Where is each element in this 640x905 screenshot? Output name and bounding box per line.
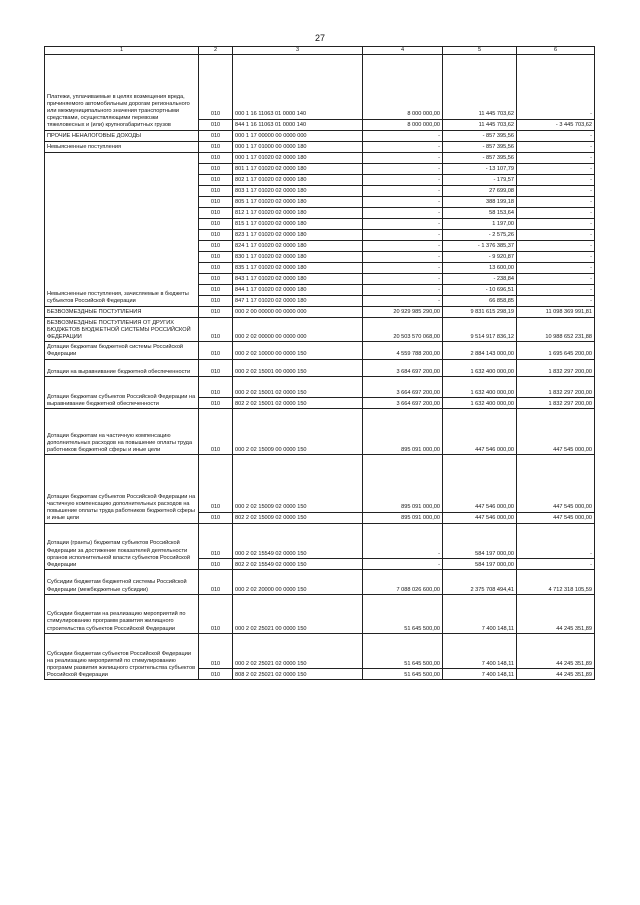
executed-amount: 9 514 917 836,12	[443, 317, 517, 342]
row-name: Платежи, уплачиваемые в целях возмещения вреда, причиняемого автомобильным дорогам регионального или межмуниципального значения транспортными средствами, осуществляющими перевозки тяжеловесных и (или) крупногабаритных грузов	[45, 55, 199, 130]
budget-class-code: 824 1 17 01020 02 0000 180	[233, 240, 363, 251]
approved-amount: -	[363, 273, 443, 284]
line-code: 010	[199, 55, 233, 119]
budget-class-code: 844 1 17 01020 02 0000 180	[233, 284, 363, 295]
budget-class-code: 823 1 17 01020 02 0000 180	[233, 229, 363, 240]
table-row	[45, 570, 595, 595]
budget-class-code: 847 1 17 01020 02 0000 180	[233, 295, 363, 306]
remaining-amount: -	[517, 196, 595, 207]
remaining-amount: -	[517, 523, 595, 559]
approved-amount: -	[363, 523, 443, 559]
remaining-amount: 44 245 351,89	[517, 669, 595, 680]
executed-amount: 1 197,00	[443, 218, 517, 229]
remaining-amount: 11 098 369 991,81	[517, 306, 595, 317]
line-code: 010	[199, 594, 233, 633]
remaining-amount: -	[517, 229, 595, 240]
remaining-amount: 4 712 318 105,59	[517, 570, 595, 595]
budget-class-code: 805 1 17 01020 02 0000 180	[233, 196, 363, 207]
table-row	[45, 523, 595, 559]
line-code: 010	[199, 141, 233, 152]
budget-class-code: 835 1 17 01020 02 0000 180	[233, 262, 363, 273]
executed-amount: - 9 920,87	[443, 251, 517, 262]
approved-amount: 20 929 985 290,00	[363, 306, 443, 317]
row-name: Дотации бюджетам бюджетной системы Российской Федерации	[45, 342, 199, 359]
budget-class-code: 802 2 02 15549 02 0000 150	[233, 559, 363, 570]
executed-amount: 1 632 400 000,00	[443, 376, 517, 397]
remaining-amount: 1 832 297 200,00	[517, 359, 595, 376]
line-code: 010	[199, 284, 233, 295]
approved-amount: -	[363, 251, 443, 262]
remaining-amount: -	[517, 559, 595, 570]
table-row	[45, 152, 595, 163]
remaining-amount: -	[517, 174, 595, 185]
row-name: Невыясненные поступления, зачисляемые в бюджеты субъектов Российской Федерации	[45, 152, 199, 306]
table-row	[45, 306, 595, 317]
executed-amount: 7 400 148,11	[443, 669, 517, 680]
table-row	[45, 55, 595, 119]
approved-amount: 51 645 500,00	[363, 669, 443, 680]
approved-amount: -	[363, 229, 443, 240]
remaining-amount: - 3 445 703,62	[517, 119, 595, 130]
row-name: Дотации бюджетам на частичную компенсацию дополнительных расходов на повышение оплаты труда работников бюджетной сферы и иные цели	[45, 409, 199, 455]
executed-amount: - 1 376 385,37	[443, 240, 517, 251]
executed-amount: 447 546 000,00	[443, 512, 517, 523]
budget-class-code: 000 2 02 15009 02 0000 150	[233, 455, 363, 512]
budget-class-code: 801 1 17 01020 02 0000 180	[233, 163, 363, 174]
budget-class-code: 000 2 02 15001 00 0000 150	[233, 359, 363, 376]
header-col-4: 4	[363, 47, 443, 55]
line-code: 010	[199, 570, 233, 595]
line-code: 010	[199, 409, 233, 455]
remaining-amount: 10 988 652 231,88	[517, 317, 595, 342]
executed-amount: 9 831 615 298,19	[443, 306, 517, 317]
table-row	[45, 455, 595, 512]
executed-amount: 13 600,00	[443, 262, 517, 273]
executed-amount: 7 400 148,11	[443, 633, 517, 669]
budget-class-code: 000 1 17 01000 00 0000 180	[233, 141, 363, 152]
remaining-amount: 447 545 000,00	[517, 455, 595, 512]
approved-amount: -	[363, 141, 443, 152]
approved-amount: -	[363, 559, 443, 570]
row-name: БЕЗВОЗМЕЗДНЫЕ ПОСТУПЛЕНИЯ ОТ ДРУГИХ БЮДЖЕТОВ БЮДЖЕТНОЙ СИСТЕМЫ РОССИЙСКОЙ ФЕДЕРАЦИИ	[45, 317, 199, 342]
line-code: 010	[199, 398, 233, 409]
budget-class-code: 000 2 02 00000 00 0000 000	[233, 317, 363, 342]
line-code: 010	[199, 262, 233, 273]
executed-amount: - 179,57	[443, 174, 517, 185]
header-col-2: 2	[199, 47, 233, 55]
line-code: 010	[199, 669, 233, 680]
approved-amount: 895 091 000,00	[363, 409, 443, 455]
row-name: Субсидии бюджетам бюджетной системы Российской Федерации (межбюджетные субсидии)	[45, 570, 199, 595]
budget-class-code: 803 1 17 01020 02 0000 180	[233, 185, 363, 196]
approved-amount: 3 684 697 200,00	[363, 359, 443, 376]
remaining-amount: 447 545 000,00	[517, 409, 595, 455]
executed-amount: 11 445 703,62	[443, 119, 517, 130]
budget-class-code: 000 2 02 10000 00 0000 150	[233, 342, 363, 359]
budget-class-code: 844 1 16 11063 01 0000 140	[233, 119, 363, 130]
remaining-amount: 44 245 351,89	[517, 633, 595, 669]
executed-amount: - 13 107,79	[443, 163, 517, 174]
executed-amount: - 857 395,56	[443, 152, 517, 163]
budget-class-code: 000 2 02 15549 02 0000 150	[233, 523, 363, 559]
line-code: 010	[199, 240, 233, 251]
approved-amount: -	[363, 295, 443, 306]
executed-amount: 11 445 703,62	[443, 55, 517, 119]
header-col-3: 3	[233, 47, 363, 55]
line-code: 010	[199, 196, 233, 207]
remaining-amount: -	[517, 163, 595, 174]
approved-amount: 895 091 000,00	[363, 512, 443, 523]
executed-amount: - 857 395,56	[443, 130, 517, 141]
row-name: ПРОЧИЕ НЕНАЛОГОВЫЕ ДОХОДЫ	[45, 130, 199, 141]
approved-amount: -	[363, 218, 443, 229]
budget-class-code: 000 2 00 00000 00 0000 000	[233, 306, 363, 317]
remaining-amount: -	[517, 130, 595, 141]
line-code: 010	[199, 130, 233, 141]
approved-amount: -	[363, 163, 443, 174]
budget-class-code: 000 2 02 15009 00 0000 150	[233, 409, 363, 455]
budget-class-code: 000 2 02 25021 00 0000 150	[233, 594, 363, 633]
remaining-amount: -	[517, 295, 595, 306]
remaining-amount: -	[517, 240, 595, 251]
budget-class-code: 000 1 17 01020 02 0000 180	[233, 152, 363, 163]
approved-amount: 7 088 026 600,00	[363, 570, 443, 595]
remaining-amount: -	[517, 251, 595, 262]
line-code: 010	[199, 174, 233, 185]
line-code: 010	[199, 306, 233, 317]
remaining-amount: -	[517, 185, 595, 196]
line-code: 010	[199, 633, 233, 669]
approved-amount: -	[363, 240, 443, 251]
budget-class-code: 000 1 16 11063 01 0000 140	[233, 55, 363, 119]
remaining-amount: -	[517, 141, 595, 152]
line-code: 010	[199, 342, 233, 359]
executed-amount: 447 546 000,00	[443, 409, 517, 455]
budget-class-code: 808 2 02 25021 02 0000 150	[233, 669, 363, 680]
table-row	[45, 633, 595, 669]
budget-class-code: 812 1 17 01020 02 0000 180	[233, 207, 363, 218]
line-code: 010	[199, 251, 233, 262]
approved-amount: 3 664 697 200,00	[363, 398, 443, 409]
line-code: 010	[199, 455, 233, 512]
approved-amount: 8 000 000,00	[363, 55, 443, 119]
approved-amount: 895 091 000,00	[363, 455, 443, 512]
line-code: 010	[199, 119, 233, 130]
table-row	[45, 130, 595, 141]
executed-amount: 1 632 400 000,00	[443, 359, 517, 376]
budget-class-code: 000 2 02 20000 00 0000 150	[233, 570, 363, 595]
row-name: Невыясненные поступления	[45, 141, 199, 152]
executed-amount: 27 699,08	[443, 185, 517, 196]
line-code: 010	[199, 512, 233, 523]
remaining-amount: -	[517, 55, 595, 119]
remaining-amount: -	[517, 284, 595, 295]
row-name: Дотации на выравнивание бюджетной обеспеченности	[45, 359, 199, 376]
header-col-5: 5	[443, 47, 517, 55]
budget-class-code: 830 1 17 01020 02 0000 180	[233, 251, 363, 262]
executed-amount: 2 884 143 000,00	[443, 342, 517, 359]
approved-amount: -	[363, 152, 443, 163]
budget-table	[44, 46, 595, 680]
row-name: БЕЗВОЗМЕЗДНЫЕ ПОСТУПЛЕНИЯ	[45, 306, 199, 317]
remaining-amount: -	[517, 262, 595, 273]
table-row	[45, 342, 595, 359]
line-code: 010	[199, 295, 233, 306]
approved-amount: -	[363, 174, 443, 185]
approved-amount: -	[363, 196, 443, 207]
header-col-6: 6	[517, 47, 595, 55]
executed-amount: 1 632 400 000,00	[443, 398, 517, 409]
executed-amount: - 238,84	[443, 273, 517, 284]
row-name: Дотации бюджетам субъектов Российской Федерации на частичную компенсацию дополнительных расходов на повышение оплаты труда работников бюджетной сферы и иные цели	[45, 455, 199, 523]
executed-amount: 388 199,18	[443, 196, 517, 207]
executed-amount: 7 400 148,11	[443, 594, 517, 633]
remaining-amount: 1 832 297 200,00	[517, 398, 595, 409]
approved-amount: -	[363, 185, 443, 196]
line-code: 010	[199, 359, 233, 376]
table-row	[45, 594, 595, 633]
table-row	[45, 359, 595, 376]
budget-class-code: 843 1 17 01020 02 0000 180	[233, 273, 363, 284]
line-code: 010	[199, 163, 233, 174]
line-code: 010	[199, 185, 233, 196]
header-col-1: 1	[45, 47, 199, 55]
approved-amount: -	[363, 207, 443, 218]
approved-amount: -	[363, 262, 443, 273]
row-name: Субсидии бюджетам на реализацию мероприятий по стимулированию программ развития жилищного строительства субъектов Российской Федерации	[45, 594, 199, 633]
approved-amount: 3 664 697 200,00	[363, 376, 443, 397]
line-code: 010	[199, 523, 233, 559]
row-name: Субсидии бюджетам субъектов Российской Федерации на реализацию мероприятий по стимулированию программ развития жилищного строительства субъектов Российской Федерации	[45, 633, 199, 680]
line-code: 010	[199, 152, 233, 163]
table-row	[45, 141, 595, 152]
line-code: 010	[199, 273, 233, 284]
remaining-amount: -	[517, 152, 595, 163]
executed-amount: 58 153,64	[443, 207, 517, 218]
budget-class-code: 000 2 02 15001 02 0000 150	[233, 376, 363, 397]
line-code: 010	[199, 207, 233, 218]
header-row	[45, 47, 595, 55]
line-code: 010	[199, 218, 233, 229]
approved-amount: -	[363, 130, 443, 141]
remaining-amount: 1 832 297 200,00	[517, 376, 595, 397]
executed-amount: - 857 395,56	[443, 141, 517, 152]
remaining-amount: -	[517, 273, 595, 284]
remaining-amount: -	[517, 218, 595, 229]
approved-amount: 20 503 570 068,00	[363, 317, 443, 342]
budget-class-code: 802 1 17 01020 02 0000 180	[233, 174, 363, 185]
approved-amount: -	[363, 284, 443, 295]
budget-class-code: 000 1 17 00000 00 0000 000	[233, 130, 363, 141]
approved-amount: 4 559 788 200,00	[363, 342, 443, 359]
budget-class-code: 802 2 02 15009 02 0000 150	[233, 512, 363, 523]
table-body	[45, 55, 595, 680]
row-name: Дотации (гранты) бюджетам субъектов Российской Федерации за достижение показателей деятельности органов исполнительной власти субъектов Российской Федерации	[45, 523, 199, 570]
budget-class-code: 802 2 02 15001 02 0000 150	[233, 398, 363, 409]
approved-amount: 51 645 500,00	[363, 633, 443, 669]
executed-amount: 584 197 000,00	[443, 523, 517, 559]
remaining-amount: 1 695 645 200,00	[517, 342, 595, 359]
executed-amount: - 2 575,26	[443, 229, 517, 240]
line-code: 010	[199, 376, 233, 397]
line-code: 010	[199, 229, 233, 240]
executed-amount: 2 375 708 494,41	[443, 570, 517, 595]
page-number: 27	[314, 33, 325, 43]
executed-amount: 447 546 000,00	[443, 455, 517, 512]
row-name: Дотации бюджетам субъектов Российской Федерации на выравнивание бюджетной обеспеченности	[45, 376, 199, 408]
line-code: 010	[199, 317, 233, 342]
approved-amount: 8 000 000,00	[363, 119, 443, 130]
table-row	[45, 376, 595, 397]
table-row	[45, 317, 595, 342]
budget-class-code: 000 2 02 25021 02 0000 150	[233, 633, 363, 669]
remaining-amount: -	[517, 207, 595, 218]
approved-amount: 51 645 500,00	[363, 594, 443, 633]
budget-class-code: 815 1 17 01020 02 0000 180	[233, 218, 363, 229]
remaining-amount: 44 245 351,89	[517, 594, 595, 633]
remaining-amount: 447 545 000,00	[517, 512, 595, 523]
table-row	[45, 409, 595, 455]
executed-amount: - 10 696,51	[443, 284, 517, 295]
line-code: 010	[199, 559, 233, 570]
executed-amount: 584 197 000,00	[443, 559, 517, 570]
executed-amount: 66 858,85	[443, 295, 517, 306]
